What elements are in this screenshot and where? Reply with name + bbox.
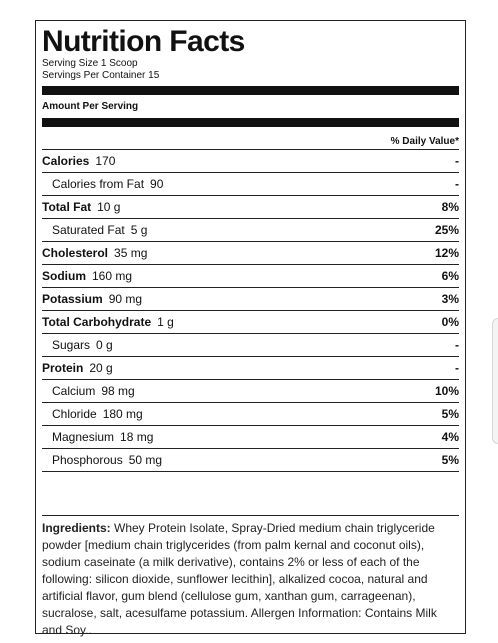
nutrient-amount: 50 mg	[128, 453, 163, 467]
nutrient-amount: 5 g	[130, 223, 148, 237]
nutrient-amount: 170	[95, 154, 116, 168]
nutrient-row-total-fat	[42, 196, 459, 219]
scrollbar-edge[interactable]	[492, 318, 498, 444]
thick-divider	[42, 118, 459, 127]
nutrient-row-chloride	[42, 403, 459, 426]
nutrient-daily-value: 8%	[441, 200, 459, 214]
nutrient-name: Sodium	[42, 269, 86, 283]
nutrient-row-protein	[42, 357, 459, 380]
section-spacer	[42, 472, 459, 515]
servings-per-container: Servings Per Container 15	[42, 70, 160, 81]
nutrient-daily-value: 5%	[441, 407, 459, 421]
nutrient-amount: 35 mg	[114, 246, 148, 260]
nutrient-amount: 1 g	[157, 315, 174, 329]
ingredients-section	[42, 515, 459, 639]
nutrient-row-sugars	[42, 334, 459, 357]
nutrient-daily-value: 5%	[441, 453, 459, 467]
nutrient-daily-value: 0%	[441, 315, 459, 329]
nutrient-daily-value: 10%	[434, 384, 459, 398]
nutrient-row-magnesium	[42, 426, 459, 449]
nutrition-facts-title: Nutrition Facts	[42, 25, 245, 58]
nutrient-name: Total Carbohydrate	[42, 315, 152, 329]
nutrient-daily-value: -	[455, 361, 459, 375]
nutrient-amount: 10 g	[97, 200, 121, 214]
nutrient-row-calories	[42, 150, 459, 173]
nutrient-amount: 90 mg	[108, 292, 143, 306]
nutrient-daily-value: -	[455, 338, 459, 352]
nutrient-row-sodium	[42, 265, 459, 288]
nutrient-daily-value: 12%	[434, 246, 459, 260]
nutrient-daily-value: 25%	[434, 223, 459, 237]
nutrient-name: Total Fat	[42, 200, 92, 214]
nutrient-amount: 18 mg	[120, 430, 154, 444]
nutrient-daily-value: 3%	[441, 292, 459, 306]
nutrient-name: Protein	[42, 361, 84, 375]
amount-per-serving: Amount Per Serving	[42, 101, 139, 112]
nutrient-amount: 0 g	[96, 338, 113, 352]
nutrient-name: Calories from Fat	[52, 177, 145, 191]
nutrient-amount: 98 mg	[101, 384, 135, 398]
nutrient-row-total-carbohydrate	[42, 311, 459, 334]
nutrient-amount: 90	[150, 177, 164, 191]
nutrient-name: Calcium	[52, 384, 96, 398]
thick-divider	[42, 86, 459, 95]
nutrient-daily-value: -	[455, 177, 459, 191]
nutrient-daily-value: -	[455, 154, 459, 168]
nutrient-name: Phosphorous	[52, 453, 123, 467]
nutrient-row-saturated-fat	[42, 219, 459, 242]
ingredients-label: Ingredients:	[42, 521, 111, 535]
nutrient-name: Chloride	[52, 407, 97, 421]
nutrient-amount: 180 mg	[102, 407, 143, 421]
nutrient-daily-value: 4%	[441, 430, 459, 444]
nutrient-name: Calories	[42, 154, 90, 168]
nutrient-row-potassium	[42, 288, 459, 311]
nutrient-name: Magnesium	[52, 430, 115, 444]
ingredients-text: Whey Protein Isolate, Spray-Dried medium chain triglyceride powder [medium chain triglycerides (from palm kernal and coconut oils), sodium caseinate (a milk derivative), contains 2% or less of each of the following: silicon dioxide, sunflower lecithin], alkalized cocoa, natural and artificial flavor, gum blend (cellulose gum, xanthan gum, carrageenan), sucralose, salt, acesulfame potassium. Allergen Information: Contains Milk and Soy..	[42, 521, 437, 637]
nutrition-facts-panel	[35, 20, 466, 637]
nutrient-row-calcium	[42, 380, 459, 403]
serving-size: Serving Size 1 Scoop	[42, 58, 138, 69]
nutrient-amount: 160 mg	[92, 269, 133, 283]
nutrient-name: Potassium	[42, 292, 103, 306]
nutrient-amount: 20 g	[89, 361, 113, 375]
nutrient-row-phosphorous	[42, 449, 459, 472]
nutrient-name: Saturated Fat	[52, 223, 125, 237]
nutrient-row-cholesterol	[42, 242, 459, 265]
nutrient-table	[42, 149, 459, 472]
nutrient-name: Cholesterol	[42, 246, 109, 260]
nutrient-name: Sugars	[52, 338, 91, 352]
daily-value-header: % Daily Value*	[390, 136, 459, 147]
nutrient-daily-value: 6%	[441, 269, 459, 283]
nutrient-row-calories-from-fat	[42, 173, 459, 196]
